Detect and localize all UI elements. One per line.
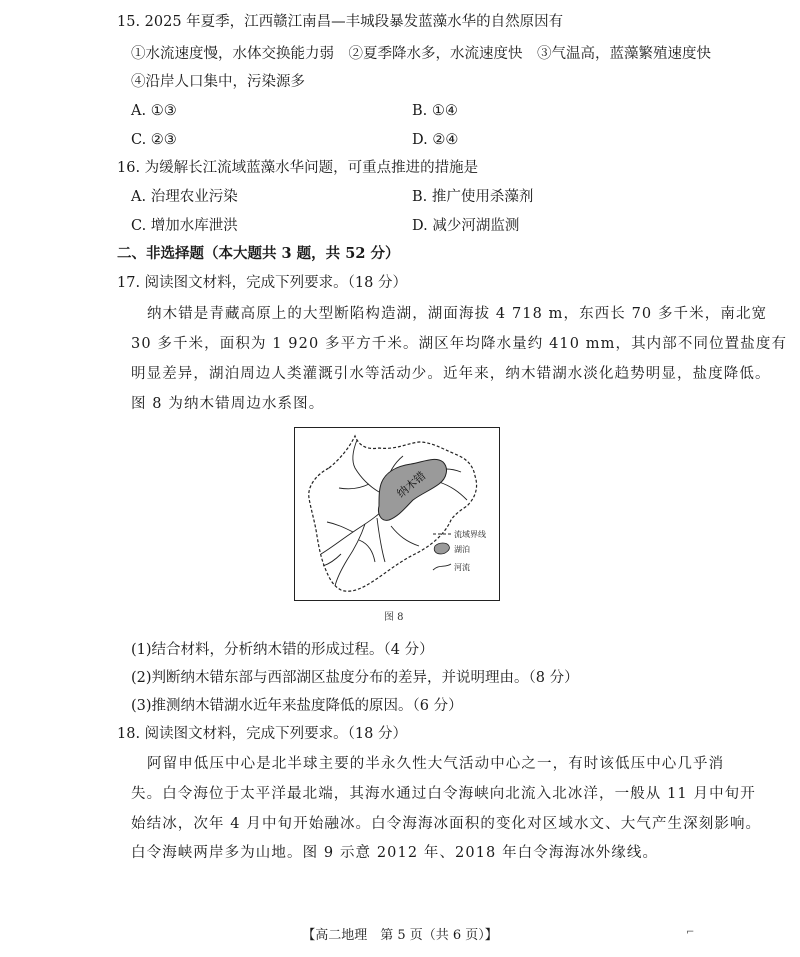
- map-graphic: [295, 428, 499, 600]
- q17-sub1: (1)结合材料，分析纳木错的形成过程。（4 分）: [131, 642, 434, 658]
- section-heading: 二、非选择题（本大题共 3 题，共 52 分）: [117, 245, 400, 262]
- q17-para-line: 图 8 为纳木错周边水系图。: [131, 396, 325, 412]
- legend-river-label: 河流: [454, 563, 470, 572]
- corner-mark: ⌐: [686, 927, 695, 938]
- q15-choice-d: D. ②④: [412, 132, 459, 148]
- q18-para-line: 始结冰，次年 4 月中旬开始融冰。白令海海冰面积的变化对区域水文、大气产生深刻影响。: [131, 816, 762, 832]
- q16-choice-b: B. 推广使用杀藻剂: [412, 189, 534, 205]
- legend-lake-label: 湖泊: [454, 545, 470, 554]
- q15-options-row1: ①水流速度慢，水体交换能力弱 ②夏季降水多，水流速度快 ③气温高，蓝藻繁殖速度快: [131, 46, 711, 62]
- q17-sub3: (3)推测纳木错湖水近年来盐度降低的原因。（6 分）: [131, 698, 463, 714]
- figure-8-map: [294, 427, 500, 601]
- q16-stem: 16. 为缓解长江流域蓝藻水华问题，可重点推进的措施是: [117, 160, 479, 176]
- legend: [433, 529, 486, 572]
- q17-para-line: 纳木错是青藏高原上的大型断陷构造湖，湖面海拔 4 718 m，东西长 70 多千米，南北宽: [147, 306, 768, 322]
- page-footer: 【高二地理 第 5 页（共 6 页）】: [302, 928, 498, 943]
- q17-sub2: (2)判断纳木错东部与西部湖区盐度分布的差异，并说明理由。（8 分）: [131, 670, 579, 686]
- q18-para-line: 阿留申低压中心是北半球主要的半永久性大气活动中心之一，有时该低压中心几乎消: [147, 756, 725, 772]
- q15-choice-b: B. ①④: [412, 103, 458, 119]
- q15-stem: 15. 2025 年夏季，江西赣江南昌—丰城段暴发蓝藻水华的自然原因有: [117, 14, 564, 30]
- q17-para-line: 30 多千米，面积为 1 920 多平方千米。湖区年均降水量约 410 mm，其内部不同位置盐度有: [131, 336, 788, 352]
- q16-choice-c: C. 增加水库泄洪: [131, 218, 238, 234]
- lake-label: 纳木错: [394, 469, 429, 501]
- legend-boundary-label: 流域界线: [454, 530, 486, 539]
- q18-stem: 18. 阅读图文材料，完成下列要求。（18 分）: [117, 726, 407, 742]
- q15-choice-c: C. ②③: [131, 132, 177, 148]
- q18-para-line: 白令海峡两岸多为山地。图 9 示意 2012 年、2018 年白令海海冰外缘线。: [131, 845, 659, 861]
- q16-choice-d: D. 减少河湖监测: [412, 218, 520, 234]
- q15-options-row2: ④沿岸人口集中，污染源多: [131, 74, 305, 90]
- q17-stem: 17. 阅读图文材料，完成下列要求。（18 分）: [117, 275, 407, 291]
- q17-para-line: 明显差异，湖泊周边人类灌溉引水等活动少。近年来，纳木错湖水淡化趋势明显，盐度降低。: [131, 366, 771, 382]
- q16-choice-a: A. 治理农业污染: [131, 189, 238, 205]
- q18-para-line: 失。白令海位于太平洋最北端，其海水通过白令海峡向北流入北冰洋，一般从 11 月中旬开: [131, 786, 756, 802]
- figure-8-caption: 图 8: [384, 612, 404, 623]
- q15-choice-a: A. ①③: [131, 103, 177, 119]
